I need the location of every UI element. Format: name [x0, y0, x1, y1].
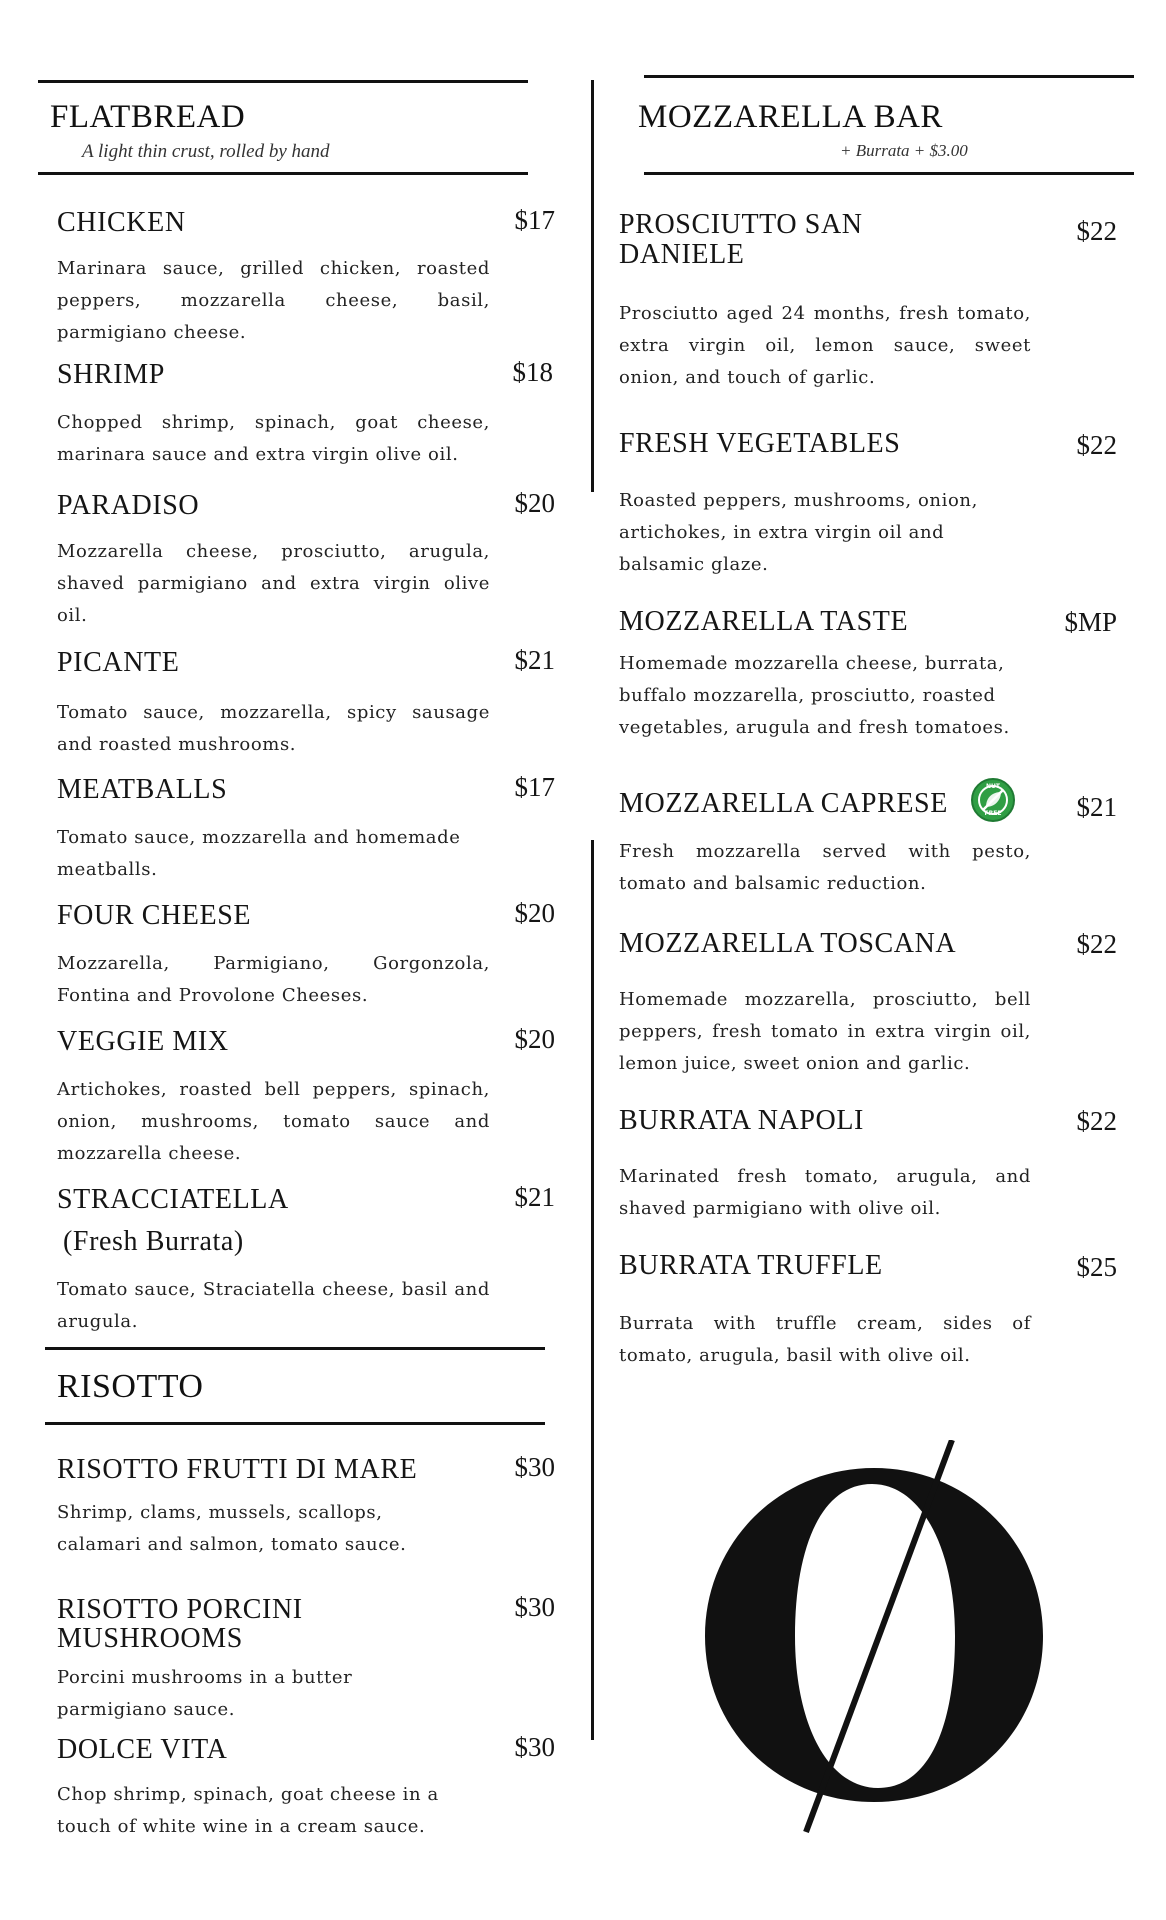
mozzarella-bar-bottom-rule	[644, 172, 1134, 175]
item-description: Mozzarella cheese, prosciutto, arugula, shaved parmigiano and extra virgin olive oil.	[57, 541, 490, 626]
mozzarella-bar-title: MOZZARELLA BAR	[638, 99, 943, 135]
item-name: RISOTTO FRUTTI DI MARE	[57, 1454, 418, 1485]
risotto-title: RISOTTO	[57, 1368, 204, 1405]
item-name: FOUR CHEESE	[57, 900, 252, 931]
item-description: Marinated fresh tomato, arugula, and shaved parmigiano with olive oil.	[619, 1166, 1031, 1219]
mozzarella-bar-subtitle: + Burrata + $3.00	[840, 141, 968, 160]
flatbread-subtitle: A light thin crust, rolled by hand	[82, 141, 330, 162]
item-description: Mozzarella, Parmigiano, Gorgonzola, Fontina and Provolone Cheeses.	[57, 953, 490, 1006]
item-description: Chop shrimp, spinach, goat cheese in a touch of white wine in a cream sauce.	[57, 1784, 439, 1837]
center-divider-upper	[591, 80, 594, 492]
item-description: Artichokes, roasted bell peppers, spinach, onion, mushrooms, tomato sauce and mozzarella cheese.	[57, 1079, 490, 1164]
nut-free-icon	[971, 778, 1015, 822]
slashed-o-logo-icon	[700, 1440, 1060, 1840]
item-description: Homemade mozzarella cheese, burrata, buffalo mozzarella, prosciutto, roasted vegetables, arugula and fresh tomatoes.	[619, 653, 1010, 738]
item-price: $30	[514, 1452, 555, 1482]
item-description: Homemade mozzarella, prosciutto, bell peppers, fresh tomato in extra virgin oil, lemon juice, sweet onion and garlic.	[619, 989, 1031, 1074]
item-description: Prosciutto aged 24 months, fresh tomato, extra virgin oil, lemon sauce, sweet onion, and touch of garlic.	[619, 303, 1031, 388]
item-name: DOLCE VITA	[57, 1734, 228, 1765]
risotto-top-rule	[45, 1347, 545, 1350]
item-description: Tomato sauce, mozzarella and homemade meatballs.	[57, 827, 461, 880]
item-name: MOZZARELLA CAPRESE	[619, 788, 948, 819]
item-price: $20	[514, 488, 555, 518]
flatbread-title: FLATBREAD	[50, 99, 246, 135]
item-price: $18	[512, 357, 553, 387]
item-name: BURRATA TRUFFLE	[619, 1250, 883, 1281]
center-divider-lower	[591, 840, 594, 1740]
flatbread-top-rule	[38, 80, 528, 83]
mozzarella-bar-top-rule	[644, 75, 1134, 78]
item-price: $22	[1076, 216, 1117, 246]
item-price: $22	[1076, 929, 1117, 959]
item-description: Shrimp, clams, mussels, scallops, calamari and salmon, tomato sauce.	[57, 1502, 407, 1555]
item-name: MEATBALLS	[57, 774, 228, 805]
item-name: MOZZARELLA TOSCANA	[619, 928, 957, 959]
item-price: $21	[1076, 792, 1117, 822]
item-name: VEGGIE MIX	[57, 1026, 229, 1057]
item-price: $20	[514, 898, 555, 928]
item-price: $22	[1076, 430, 1117, 460]
risotto-bottom-rule	[45, 1422, 545, 1425]
item-description: Marinara sauce, grilled chicken, roasted peppers, mozzarella cheese, basil, parmigiano cheese.	[57, 258, 490, 343]
nut-free-badge-bottom: FREE	[984, 810, 1002, 817]
flatbread-bottom-rule	[38, 172, 528, 175]
item-name: BURRATA NAPOLI	[619, 1105, 864, 1136]
item-name: RISOTTO PORCINI MUSHROOMS	[57, 1594, 303, 1654]
item-name: SHRIMP	[57, 359, 165, 390]
item-name: STRACCIATELLA	[57, 1184, 289, 1215]
item-price: $25	[1076, 1252, 1117, 1282]
item-description: Tomato sauce, mozzarella, spicy sausage and roasted mushrooms.	[57, 702, 490, 755]
item-name: PROSCIUTTO SAN DANIELE	[619, 209, 863, 270]
item-name: FRESH VEGETABLES	[619, 428, 901, 459]
item-description: Chopped shrimp, spinach, goat cheese, marinara sauce and extra virgin olive oil.	[57, 412, 490, 465]
item-price: $17	[514, 205, 555, 235]
item-name-subtitle: (Fresh Burrata)	[63, 1226, 244, 1257]
item-price: $22	[1076, 1106, 1117, 1136]
item-description: Burrata with truffle cream, sides of tomato, arugula, basil with olive oil.	[619, 1313, 1031, 1366]
item-price: $17	[514, 772, 555, 802]
item-name: PARADISO	[57, 490, 200, 521]
item-price: $21	[514, 645, 555, 675]
item-description: Porcini mushrooms in a butter parmigiano sauce.	[57, 1667, 353, 1720]
item-description: Tomato sauce, Straciatella cheese, basil and arugula.	[57, 1279, 490, 1332]
item-price: $30	[514, 1732, 555, 1762]
item-description: Roasted peppers, mushrooms, onion, artichokes, in extra virgin oil and balsamic glaze.	[619, 490, 978, 575]
item-price: $30	[514, 1592, 555, 1622]
item-price: $21	[514, 1182, 555, 1212]
item-name: MOZZARELLA TASTE	[619, 606, 909, 637]
item-price: $20	[514, 1024, 555, 1054]
item-description: Fresh mozzarella served with pesto, tomato and balsamic reduction.	[619, 841, 1031, 894]
nut-free-badge-top: NUT	[986, 783, 1000, 790]
item-name: CHICKEN	[57, 207, 186, 238]
item-name: PICANTE	[57, 647, 180, 678]
item-price: $MP	[1064, 607, 1117, 637]
